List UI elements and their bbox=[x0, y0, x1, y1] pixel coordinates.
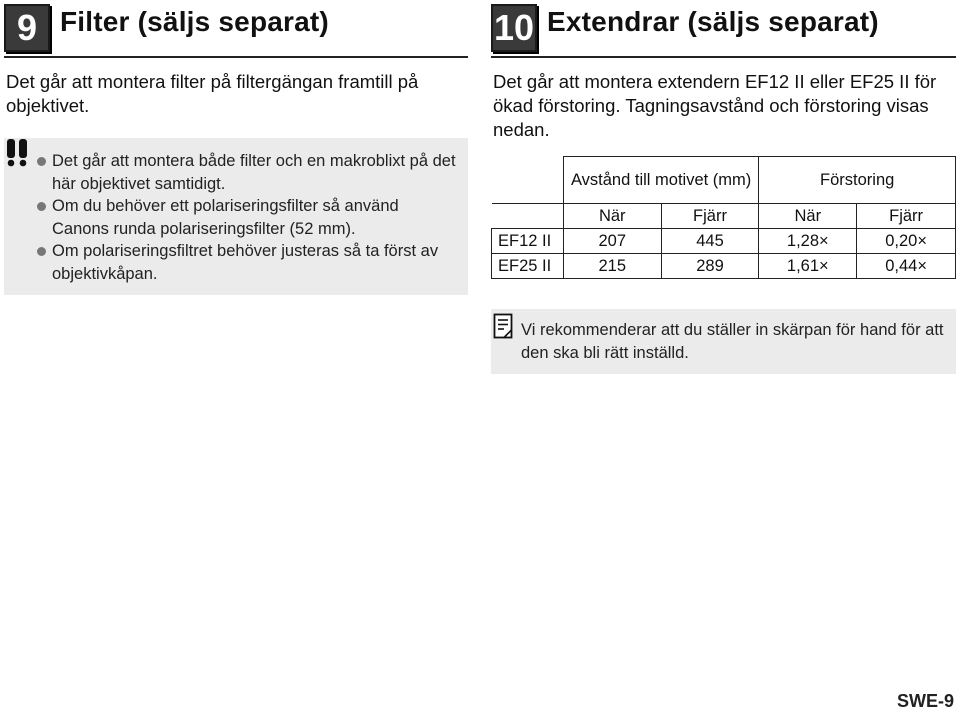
caution-list bbox=[36, 150, 458, 285]
section-title: Filter (säljs separat) bbox=[60, 6, 329, 37]
section-title: Extendrar (säljs separat) bbox=[547, 6, 879, 37]
section-filter bbox=[4, 0, 468, 295]
table-corner bbox=[492, 157, 564, 204]
caution-box bbox=[4, 138, 468, 295]
table-header-cell: När bbox=[563, 204, 661, 229]
table-header-cell: När bbox=[759, 204, 857, 229]
table-row bbox=[492, 254, 956, 279]
section-number-badge: 10 bbox=[491, 4, 537, 52]
extender-table bbox=[491, 156, 956, 279]
page-number: SWE-9 bbox=[896, 691, 954, 711]
memo-icon bbox=[493, 313, 513, 339]
list-item: Det går att montera både filter och en makroblixt på det här objektivet samtidigt. bbox=[36, 150, 458, 195]
table-cell: 1,61× bbox=[759, 254, 857, 279]
table-header-cell: Fjärr bbox=[661, 204, 759, 229]
table-header-magnification: Förstoring bbox=[759, 157, 956, 204]
table-row-label: EF25 II bbox=[492, 254, 564, 279]
section-header-filter bbox=[4, 0, 468, 58]
table-cell: 207 bbox=[563, 229, 661, 254]
section-header-extenders bbox=[491, 0, 956, 58]
section-number-badge: 9 bbox=[4, 4, 50, 52]
table-cell: 1,28× bbox=[759, 229, 857, 254]
table-header-distance: Avstånd till motivet (mm) bbox=[563, 157, 759, 204]
table-cell: 0,20× bbox=[857, 229, 956, 254]
table-group-header-row bbox=[492, 157, 956, 204]
caution-icon bbox=[6, 138, 32, 168]
table-sub-header-row bbox=[492, 204, 956, 229]
table-row bbox=[492, 229, 956, 254]
table-cell: 0,44× bbox=[857, 254, 956, 279]
table-cell: 445 bbox=[661, 229, 759, 254]
table-cell: 215 bbox=[563, 254, 661, 279]
table-corner bbox=[492, 204, 564, 229]
table-cell: 289 bbox=[661, 254, 759, 279]
list-item: Om du behöver ett polariseringsfilter så använd Canons runda polariseringsfilter (52 mm). bbox=[36, 195, 458, 240]
section-intro: Det går att montera extendern EF12 II eller EF25 II för ökad förstoring. Tagningsavstånd och förstoring visas nedan. bbox=[493, 71, 937, 140]
list-item: Om polariseringsfiltret behöver justeras så ta först av objektivkåpan. bbox=[36, 240, 458, 285]
section-extenders bbox=[491, 0, 956, 374]
section-intro: Det går att montera filter på filtergängan framtill på objektivet. bbox=[6, 71, 419, 116]
memo-text: Vi rekommenderar att du ställer in skärpan för hand för att den ska bli rätt inställd. bbox=[521, 321, 944, 362]
memo-box bbox=[491, 309, 956, 374]
table-header-cell: Fjärr bbox=[857, 204, 956, 229]
table-row-label: EF12 II bbox=[492, 229, 564, 254]
